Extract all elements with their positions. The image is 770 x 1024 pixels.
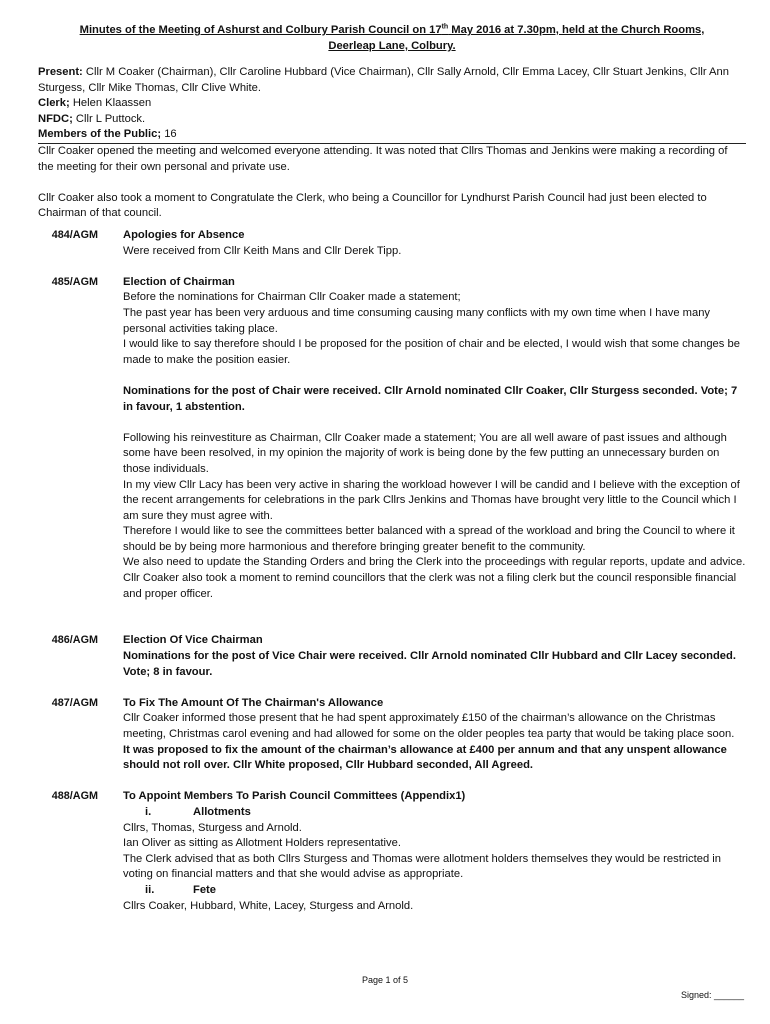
item-number: 487/AGM <box>51 696 98 709</box>
intro-paragraph: Cllr Coaker also took a moment to Congratulate the Clerk, who being a Councillor for Lyndhurst Parish Council had just been elected to Chairman of that council. <box>38 191 707 220</box>
item-text: The Clerk advised that as both Cllrs Sturgess and Thomas were allotment holders themselves they would be restricted in voting on financial matters and that she would advise as appropriate. <box>123 852 721 881</box>
item-heading: Apologies for Absence <box>123 229 245 241</box>
nfdc-line: NFDC; Cllr L Puttock. <box>38 112 146 125</box>
item-text: Before the nominations for Chairman Cllr Coaker made a statement; <box>123 291 461 304</box>
agenda-items <box>38 228 746 914</box>
page-number: Page 1 of 5 <box>361 975 409 985</box>
sub-item-title: Allotments <box>193 805 251 818</box>
agenda-item-485 <box>38 275 746 602</box>
item-text: Ian Oliver as sitting as Allotment Holders representative. <box>123 837 401 850</box>
item-text: We also need to update the Standing Orders and bring the Clerk into the proceedings with regular reports, update and advice. <box>123 556 746 569</box>
item-text: Were received from Cllr Keith Mans and Cllr Derek Tipp. <box>123 244 402 257</box>
item-text: Cllr Coaker also took a moment to remind councillors that the clerk was not a filing clerk but the council responsible financial and proper officer. <box>123 572 737 600</box>
item-number: 485/AGM <box>51 275 98 288</box>
item-text: Cllrs, Thomas, Sturgess and Arnold. <box>123 821 302 834</box>
sub-item-title: Fete <box>193 883 217 896</box>
item-heading: Election Of Vice Chairman <box>123 634 263 647</box>
present-line: Present: Cllr M Coaker (Chairman), Cllr Caroline Hubbard (Vice Chairman), Cllr Sally Arnold, Cllr Emma Lacey, Cllr Stuart Jenkins, Cllr Ann Sturgess, Cllr Mike Thomas, Cllr Clive White. <box>38 66 729 94</box>
public-line: Members of the Public; 16 <box>38 128 177 141</box>
agenda-item-484 <box>38 228 746 259</box>
item-text: Following his reinvestiture as Chairman, Cllr Coaker made a statement; You are all well aware of past issues and although some have been resolved, in my opinion the majority of work is being done by the few putting an unnecessary burden on those individuals. <box>123 431 727 475</box>
resolution-text: It was proposed to fix the amount of the chairman’s allowance at £400 per annum and that any unspent allowance should not roll over. Cllr White proposed, Cllr Hubbard seconded, All Agreed. <box>123 743 727 772</box>
intro-section <box>38 144 746 222</box>
item-text: Cllr Coaker informed those present that he had spent approximately £150 of the chairman’s allowance on the Christmas meeting, Christmas carol evening and had allowed for some on the older peoples tea party that would be taking place soon. <box>123 712 735 740</box>
sub-item-allotments <box>123 805 746 821</box>
resolution-text: Nominations for the post of Chair were received. Cllr Arnold nominated Cllr Coaker, Cllr Sturgess seconded. Vote; 7 in favour, 1 abstention. <box>123 384 738 413</box>
item-number: 486/AGM <box>51 634 98 647</box>
item-text: Therefore I would like to see the committees better balanced with a spread of the workload and bring the Council to where it should be by being more harmonious and therefore bringing greater benefit to the community. <box>123 525 735 553</box>
item-number: 488/AGM <box>51 790 98 803</box>
item-heading: To Appoint Members To Parish Council Committees (Appendix1) <box>123 790 466 803</box>
item-heading: To Fix The Amount Of The Chairman's Allowance <box>123 696 384 709</box>
agenda-item-486 <box>38 633 746 680</box>
item-heading: Election of Chairman <box>123 275 235 288</box>
document-title: Minutes of the Meeting of Ashurst and Colbury Parish Council on 17th May 2016 at 7.30pm, held at the Church Rooms, Deerleap Lane, Colbury. <box>79 23 705 52</box>
item-text: Cllrs Coaker, Hubbard, White, Lacey, Sturgess and Arnold. <box>123 899 414 912</box>
intro-paragraph: Cllr Coaker opened the meeting and welcomed everyone attending. It was noted that Cllrs Thomas and Jenkins were making a recording of the meeting for their own personal and private use. <box>38 144 728 173</box>
agenda-item-488 <box>38 789 746 914</box>
clerk-line: Clerk; Helen Klaassen <box>38 97 152 110</box>
sub-item-number: i. <box>145 805 152 818</box>
agenda-item-487 <box>38 696 746 774</box>
sub-item-number: ii. <box>145 883 155 896</box>
resolution-text: Nominations for the post of Vice Chair were received. Cllr Arnold nominated Cllr Hubbard and Cllr Lacey seconded. Vote; 8 in favour. <box>123 650 736 678</box>
signature-line: Signed: ______ <box>681 990 745 1000</box>
item-text: In my view Cllr Lacy has been very active in sharing the workload however I will be candid and I believe with the exception of the recent arrangements for celebrations in the park Cllrs Jenkins and Thomas have brought very little to the Council which I am sure they must agree with. <box>123 478 740 522</box>
sub-item-fete <box>123 883 746 899</box>
item-number: 484/AGM <box>51 229 98 241</box>
attendance-section <box>38 65 746 143</box>
minutes-page <box>38 22 746 222</box>
item-text: I would like to say therefore should I be proposed for the position of chair and be elected, I would wish that some changes be made to make the position easier. <box>123 338 740 366</box>
item-text: The past year has been very arduous and time consuming causing many conflicts with my own time when I have many personal activities taking place. <box>123 306 711 335</box>
